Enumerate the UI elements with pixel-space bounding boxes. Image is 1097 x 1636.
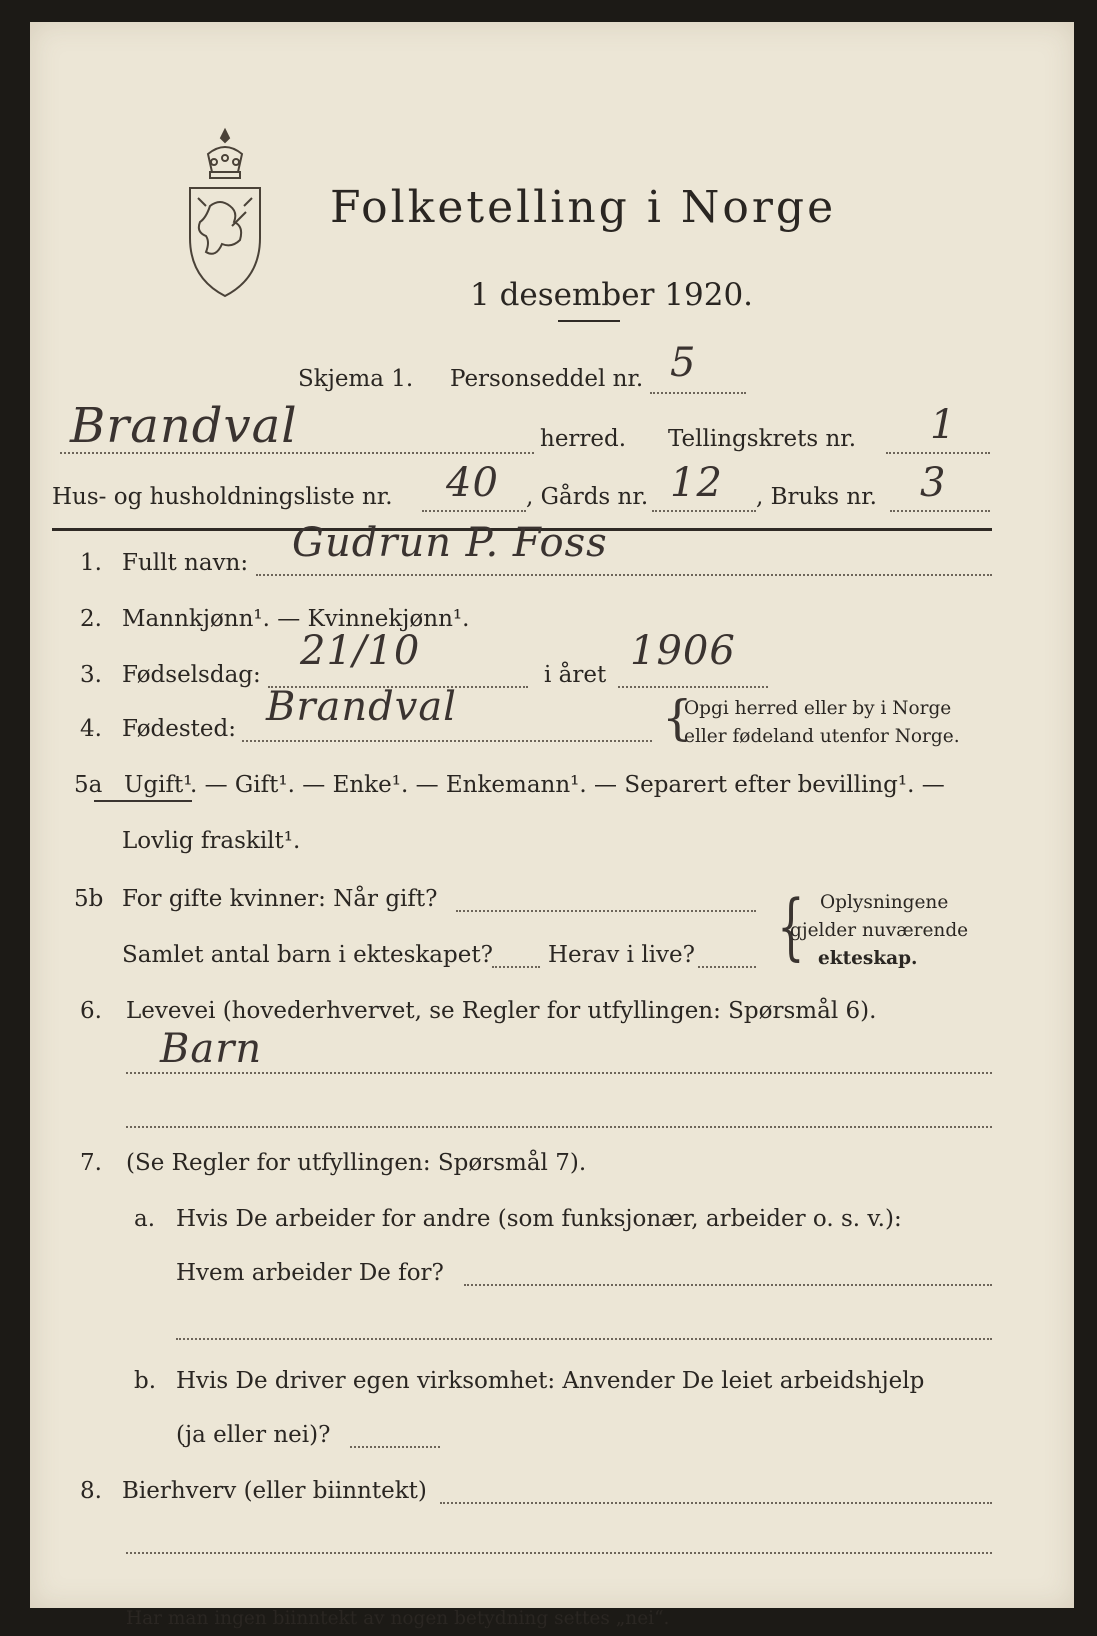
tellingskrets-field-line	[886, 452, 990, 454]
q4-note-brace: {	[662, 690, 693, 746]
personseddel-field-line	[650, 392, 746, 394]
q2-number: 2.	[80, 606, 102, 632]
q5b-note-brace: {	[777, 884, 805, 968]
q8-hint: Har man ingen biinntekt av nogen betydning settes „nei“.	[126, 1608, 670, 1629]
q4-value: Brandval	[266, 684, 457, 730]
tellingskrets-label: Tellingskrets nr.	[668, 426, 857, 452]
q1-number: 1.	[80, 550, 102, 576]
q4-note-line2: eller fødeland utenfor Norge.	[684, 726, 960, 747]
bruks-label: , Bruks nr.	[756, 484, 877, 510]
q8-number: 8.	[80, 1478, 102, 1504]
gards-field-line	[652, 510, 756, 512]
q5a-ugift-option: Ugift¹	[124, 772, 193, 798]
personseddel-label: Personseddel nr.	[450, 366, 644, 392]
q4-number: 4.	[80, 716, 102, 742]
q8-field-line-1	[440, 1502, 992, 1504]
q3-number: 3.	[80, 662, 102, 688]
hus-value: 40	[446, 460, 499, 506]
norway-coat-of-arms-icon	[180, 126, 270, 302]
herred-label: herred.	[540, 426, 627, 452]
q5b-note-line3: ekteskap.	[818, 948, 918, 969]
q7a-field-line-1	[464, 1284, 992, 1286]
q5b-children-field-line	[492, 966, 540, 968]
q3-value: 21/10	[300, 628, 421, 674]
q4-label: Fødested:	[122, 716, 237, 742]
gards-value: 12	[670, 460, 723, 506]
q5b-married-field-line	[456, 910, 756, 912]
q5b-note-line1: Oplysningene	[820, 892, 949, 913]
q8-field-line-2b	[126, 1552, 992, 1554]
q6-value: Barn	[160, 1026, 263, 1072]
q5a-ugift-underline	[94, 800, 192, 802]
q7a-field-line-2	[176, 1338, 992, 1340]
q5a-line2: Lovlig fraskilt¹.	[122, 828, 301, 854]
gards-label: , Gårds nr.	[526, 484, 649, 510]
q7b-letter: b.	[134, 1368, 157, 1394]
census-form	[30, 22, 1074, 1629]
schema-label: Skjema 1.	[298, 366, 414, 392]
title-divider	[558, 320, 620, 322]
herred-value: Brandval	[70, 398, 298, 454]
q3-year-value: 1906	[630, 628, 736, 674]
q5b-line1: For gifte kvinner: Når gift?	[122, 886, 438, 912]
q3-year-label: i året	[544, 662, 607, 688]
q6-number: 6.	[80, 998, 102, 1024]
q5b-alive-label: Herav i live?	[548, 942, 695, 968]
q1-field-line	[256, 574, 992, 576]
q7-label: (Se Regler for utfyllingen: Spørsmål 7).	[126, 1150, 587, 1176]
hus-label: Hus- og husholdningsliste nr.	[52, 484, 393, 510]
q3-label: Fødselsdag:	[122, 662, 261, 688]
bruks-value: 3	[920, 460, 947, 506]
q7b-label: Hvis De driver egen virksomhet: Anvender De leiet arbeidshjelp	[176, 1368, 925, 1394]
q8-label: Bierhverv (eller biinntekt)	[122, 1478, 427, 1504]
bruks-field-line	[890, 510, 990, 512]
q5b-note-line2: gjelder nuværende	[790, 920, 969, 941]
q6-field-line-1	[126, 1072, 992, 1074]
personseddel-value: 5	[670, 340, 697, 386]
q3-year-field-line	[618, 686, 768, 688]
q7b-sub: (ja eller nei)?	[176, 1422, 331, 1448]
q7-number: 7.	[80, 1150, 102, 1176]
q6-field-line-2	[126, 1126, 992, 1128]
tellingskrets-value: 1	[930, 402, 957, 448]
q7a-sub: Hvem arbeider De for?	[176, 1260, 444, 1286]
q4-note-line1: Opgi herred eller by i Norge	[684, 698, 952, 719]
form-date: 1 desember 1920.	[470, 277, 754, 313]
q7a-label: Hvis De arbeider for andre (som funksjonær, arbeider o. s. v.):	[176, 1206, 902, 1232]
q1-label: Fullt navn:	[122, 550, 249, 576]
q7b-field-line	[350, 1446, 440, 1448]
form-title: Folketelling i Norge	[330, 182, 837, 233]
q7a-letter: a.	[134, 1206, 156, 1232]
q5b-number: 5b	[74, 886, 104, 912]
q5b-line2: Samlet antal barn i ekteskapet?	[122, 942, 493, 968]
q5b-alive-field-line	[698, 966, 756, 968]
q1-value: Gudrun P. Foss	[292, 520, 608, 566]
q2-label: Mannkjønn¹. — Kvinnekjønn¹.	[122, 606, 470, 632]
q5a-options: . — Gift¹. — Enke¹. — Enkemann¹. — Separert efter bevilling¹. —	[190, 772, 945, 798]
q6-label: Levevei (hovederhvervet, se Regler for utfyllingen: Spørsmål 6).	[126, 998, 877, 1024]
hus-field-line	[422, 510, 526, 512]
q4-field-line	[242, 740, 652, 742]
q5a-number: 5a	[74, 772, 103, 798]
